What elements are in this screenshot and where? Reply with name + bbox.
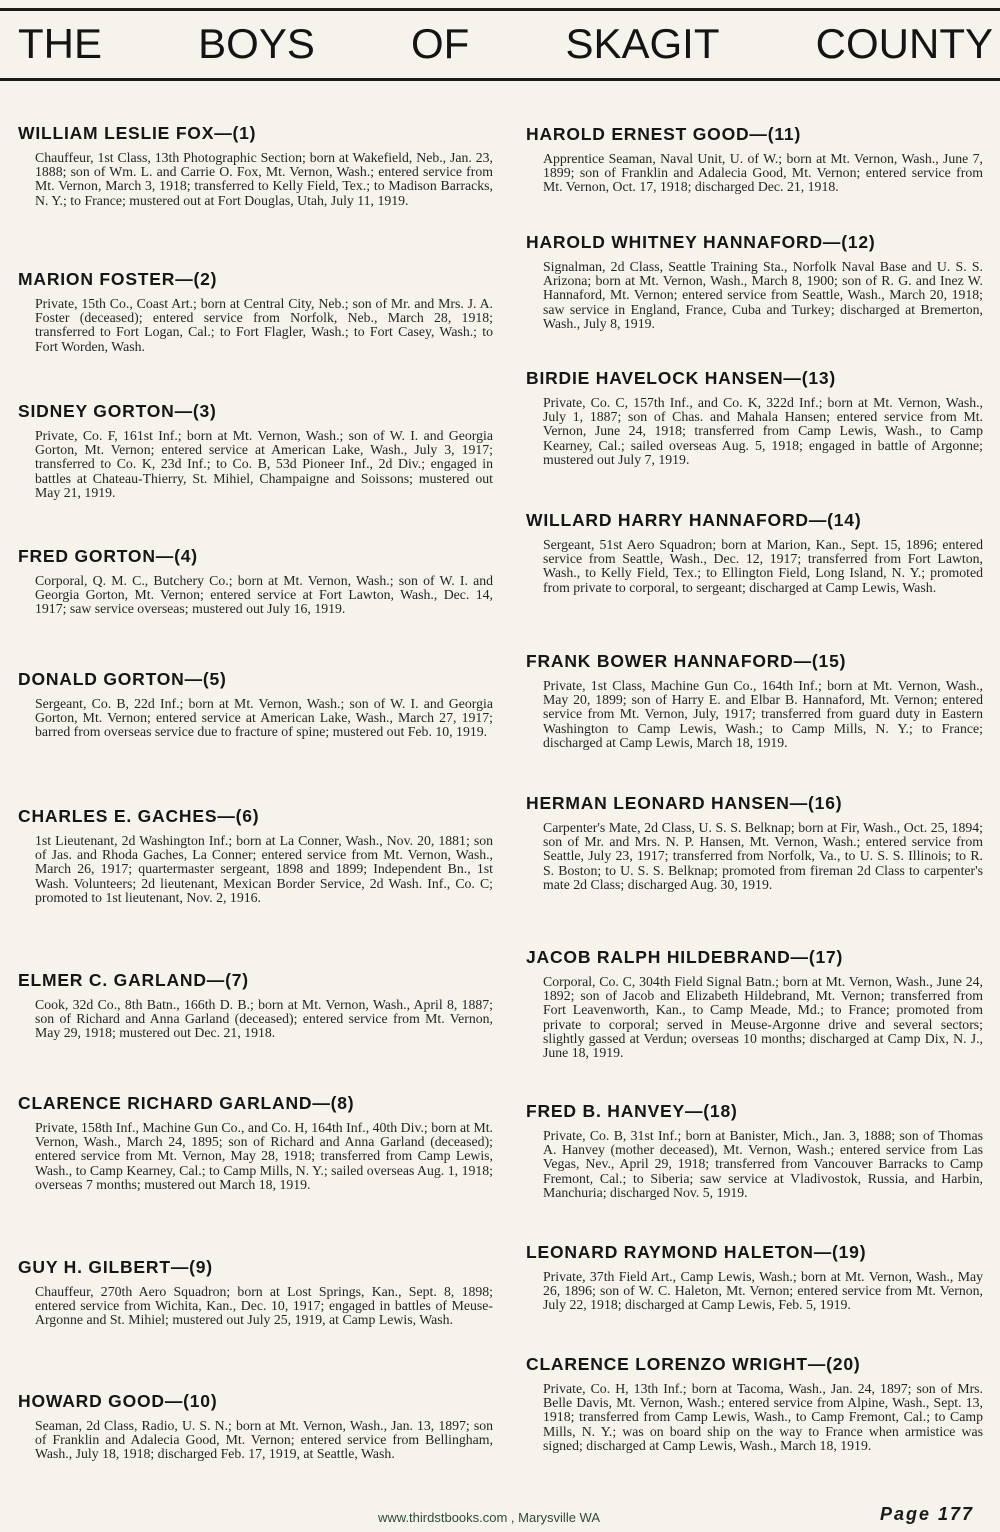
entry-name: CHARLES E. GACHES—(6)	[18, 806, 260, 826]
entry	[18, 969, 493, 1041]
page-number: Page 177	[880, 1504, 975, 1524]
entry-name: JACOB RALPH HILDEBRAND—(17)	[526, 947, 844, 967]
entry-body: Corporal, Co. C, 304th Field Signal Batn.; born at Mt. Vernon, Wash., June 24, 1892; son of Jacob and Elizabeth Hildebrand, Mt. Vernon; transferred from Fort Leavenworth, Kan., to Camp Meade, Md.; to France; promoted from private to corporal; served in Meuse-Argonne drive and several sectors; slightly gassed at Verdun; overseas 10 months; discharged at Camp Dix, N. J., June 18, 1919.	[543, 974, 983, 1061]
entry	[18, 122, 493, 208]
entry-name: BIRDIE HAVELOCK HANSEN—(13)	[526, 368, 837, 388]
entry-name: HAROLD ERNEST GOOD—(11)	[526, 124, 802, 144]
title-word: OF	[411, 20, 470, 67]
entry-name: HERMAN LEONARD HANSEN—(16)	[526, 793, 843, 813]
entry	[18, 400, 493, 500]
title-word: COUNTY	[815, 20, 993, 67]
entry-name: MARION FOSTER—(2)	[18, 269, 218, 289]
entry-body: Private, Co. B, 31st Inf.; born at Banister, Mich., Jan. 3, 1888; son of Thomas A. Hanvey (mother deceased), Mt. Vernon, Wash.; entered service from Las Vegas, Nev., April 29, 1918; transferred from Vancouver Barracks to Camp Fremont, Cal.; to Siberia; saw service at Vladivostok, Russia, and Harbin, Manchuria; discharged Nov. 5, 1919.	[543, 1128, 983, 1200]
entry	[526, 231, 983, 331]
entry-name: FRED B. HANVEY—(18)	[526, 1101, 738, 1121]
entry-body: Sergeant, Co. B, 22d Inf.; born at Mt. Vernon, Wash.; son of W. I. and Georgia Gorton, Mt. Vernon; entered service at American Lake, Wash., March 27, 1917; barred from overseas service due to fracture of spine; mustered out Feb. 10, 1919.	[35, 696, 493, 740]
entry-name: CLARENCE LORENZO WRIGHT—(20)	[526, 1354, 861, 1374]
entry	[18, 668, 493, 740]
entry	[526, 509, 983, 595]
entry-body: Private, 37th Field Art., Camp Lewis, Wash.; born at Mt. Vernon, Wash., May 26, 1896; son of W. C. Haleton, Mt. Vernon; entered service from Mt. Vernon, July 22, 1918; discharged at Camp Lewis, Feb. 5, 1919.	[543, 1269, 983, 1313]
entry	[18, 1092, 493, 1192]
entry	[526, 946, 983, 1060]
entry-name: CLARENCE RICHARD GARLAND—(8)	[18, 1093, 355, 1113]
entry-body: Seaman, 2d Class, Radio, U. S. N.; born at Mt. Vernon, Wash., Jan. 13, 1897; son of Franklin and Adalecia Good, Mt. Vernon; entered service from Bellingham, Wash., July 18, 1918; discharged Feb. 17, 1919, at Seattle, Wash.	[35, 1418, 493, 1462]
entry	[526, 1353, 983, 1453]
entry-name: ELMER C. GARLAND—(7)	[18, 970, 249, 990]
entry-name: HAROLD WHITNEY HANNAFORD—(12)	[526, 232, 876, 252]
entry-body: Private, 158th Inf., Machine Gun Co., and Co. H, 164th Inf., 40th Div.; born at Mt. Vernon, Wash., March 24, 1895; son of Richard and Anna Garland (deceased); entered service from Mt. Vernon, May 28, 1918; transferred from Camp Lewis, Wash., to Camp Kearney, Cal.; to Camp Mills, N. Y.; sailed overseas Aug. 1, 1918; overseas 7 months; mustered out March 18, 1919.	[35, 1120, 493, 1192]
entry	[18, 1390, 493, 1462]
header-top-rule	[0, 8, 1000, 11]
entry-body: Chauffeur, 1st Class, 13th Photographic Section; born at Wakefield, Neb., Jan. 23, 1888; son of Wm. L. and Carrie O. Fox, Mt. Vernon, Wash.; entered service from Mt. Vernon, March 3, 1918; transferred to Kelly Field, Tex.; to Madison Barracks, N. Y.; to France; mustered out at Fort Douglas, Utah, July 11, 1919.	[35, 150, 493, 208]
entry	[526, 650, 983, 750]
entry-name: GUY H. GILBERT—(9)	[18, 1257, 213, 1277]
entry	[18, 545, 493, 617]
title-word: SKAGIT	[565, 20, 720, 67]
entry-name: HOWARD GOOD—(10)	[18, 1391, 218, 1411]
title-word: BOYS	[198, 20, 315, 67]
header-bottom-rule	[0, 78, 1000, 81]
entry	[526, 1241, 983, 1313]
entry-body: Private, 15th Co., Coast Art.; born at Central City, Neb.; son of Mr. and Mrs. J. A. Foster (deceased); entered service from Norfolk, Neb., March 28, 1918; transferred to Fort Logan, Cal.; to Fort Flagler, Wash.; to Fort Casey, Wash.; to Fort Worden, Wash.	[35, 296, 493, 354]
entry-body: Corporal, Q. M. C., Butchery Co.; born at Mt. Vernon, Wash.; son of W. I. and Georgia Gorton, Mt. Vernon; entered service at Fort Lawton, Wash., Dec. 14, 1917; saw service overseas; mustered out July 16, 1919.	[35, 573, 493, 617]
footer-credit: www.thirdstbooks.com , Marysville WA	[378, 1510, 601, 1525]
entry-body: Signalman, 2d Class, Seattle Training Sta., Norfolk Naval Base and U. S. S. Arizona; born at Mt. Vernon, Wash., March 8, 1900; son of R. G. and Inez W. Hannaford, Mt. Vernon; entered service from Seattle, Wash., March 20, 1918; saw service in England, France, Cuba and Turkey; discharged at Bremerton, Wash., July 8, 1919.	[543, 259, 983, 331]
entry-body: Private, Co. F, 161st Inf.; born at Mt. Vernon, Wash.; son of W. I. and Georgia Gorton, Mt. Vernon; entered service at American Lake, Wash., July 3, 1917; transferred to Co. K, 23d Inf.; to Co. B, 53d Pioneer Inf., 2d Div.; engaged in battles at Chateau-Thierry, St. Mihiel, Champaigne and Soissons; mustered out May 21, 1919.	[35, 428, 493, 500]
entry-name: SIDNEY GORTON—(3)	[18, 401, 217, 421]
entry	[18, 1256, 493, 1328]
entry-name: FRANK BOWER HANNAFORD—(15)	[526, 651, 847, 671]
title-word: THE	[18, 20, 102, 67]
entry-name: LEONARD RAYMOND HALETON—(19)	[526, 1242, 867, 1262]
entry-name: WILLARD HARRY HANNAFORD—(14)	[526, 510, 862, 530]
entry-name: DONALD GORTON—(5)	[18, 669, 227, 689]
entry-body: Private, Co. C, 157th Inf., and Co. K, 322d Inf.; born at Mt. Vernon, Wash., July 1, 1887; son of Chas. and Mahala Hansen; entered service from Mt. Vernon, June 24, 1918; transferred from Camp Lewis, Wash., to Camp Kearney, Cal.; sailed overseas Aug. 5, 1918; engaged in battle of Argonne; mustered out July 7, 1919.	[543, 395, 983, 467]
entry	[18, 268, 493, 354]
entry-body: Carpenter's Mate, 2d Class, U. S. S. Belknap; born at Fir, Wash., Oct. 25, 1894; son of Mr. and Mrs. N. P. Hansen, Mt. Vernon, Wash.; entered service from Seattle, July 23, 1917; transferred from Norfolk, Va., to U. S. S. Illinois; to R. S. Boston; to U. S. S. Belknap; promoted from fireman 2d Class to carpenter's mate 2d Class; discharged Aug. 30, 1919.	[543, 820, 983, 892]
entry-name: WILLIAM LESLIE FOX—(1)	[18, 123, 257, 143]
page-title	[18, 18, 993, 70]
entry-body: Private, 1st Class, Machine Gun Co., 164th Inf.; born at Mt. Vernon, Wash., May 20, 1899; son of Harry E. and Elbar B. Hannaford, Mt. Vernon; entered service from Mt. Vernon, July, 1917; transferred from guard duty in Eastern Washington to Camp Lewis, Wash.; to Camp Mills, N. Y.; to France; discharged at Camp Lewis, March 18, 1919.	[543, 678, 983, 750]
entry-body: 1st Lieutenant, 2d Washington Inf.; born at La Conner, Wash., Nov. 20, 1881; son of Jas. and Rhoda Gaches, La Conner; entered service from Mt. Vernon, Wash., March 26, 1917; quartermaster sergeant, 1898 and 1899; Independent Bn., 1st Wash. Volunteers; 2d lieutenant, Mexican Border Service, 2d Wash. Inf., Co. C; promoted to 1st lieutenant, Nov. 2, 1916.	[35, 833, 493, 905]
entry-name: FRED GORTON—(4)	[18, 546, 198, 566]
entry	[526, 792, 983, 892]
entry	[526, 367, 983, 467]
entry	[526, 1100, 983, 1200]
entry-body: Apprentice Seaman, Naval Unit, U. of W.; born at Mt. Vernon, Wash., June 7, 1899; son of Franklin and Adalecia Good, Mt. Vernon; entered service from Mt. Vernon, Oct. 17, 1918; discharged Dec. 21, 1918.	[543, 151, 983, 195]
entry-body: Private, Co. H, 13th Inf.; born at Tacoma, Wash., Jan. 24, 1897; son of Mrs. Belle Davis, Mt. Vernon, Wash.; entered service from Alpine, Wash., Sept. 13, 1918; transferred from Camp Lewis, Wash., to Camp Fremont, Cal.; to Camp Mills, N. Y.; was on board ship on the way to France when armistice was signed; discharged at Camp Lewis, Wash., March 18, 1919.	[543, 1381, 983, 1453]
entry-body: Chauffeur, 270th Aero Squadron; born at Lost Springs, Kan., Sept. 8, 1898; entered service from Wichita, Kan., Dec. 10, 1917; engaged in battles of Meuse-Argonne and St. Mihiel; mustered out July 25, 1919, at Camp Lewis, Wash.	[35, 1284, 493, 1328]
entry	[18, 805, 493, 905]
entry-body: Sergeant, 51st Aero Squadron; born at Marion, Kan., Sept. 15, 1896; entered service from Seattle, Wash., Dec. 12, 1917; transferred from Fort Lawton, Wash., to Kelly Field, Tex.; to Ellington Field, Long Island, N. Y.; promoted from private to corporal, to sergeant; discharged at Camp Lewis, Wash.	[543, 537, 983, 595]
entry-body: Cook, 32d Co., 8th Batn., 166th D. B.; born at Mt. Vernon, Wash., April 8, 1887; son of Richard and Anna Garland (deceased); entered service from Mt. Vernon, May 29, 1918; mustered out Dec. 21, 1918.	[35, 997, 493, 1041]
entry	[526, 123, 983, 195]
